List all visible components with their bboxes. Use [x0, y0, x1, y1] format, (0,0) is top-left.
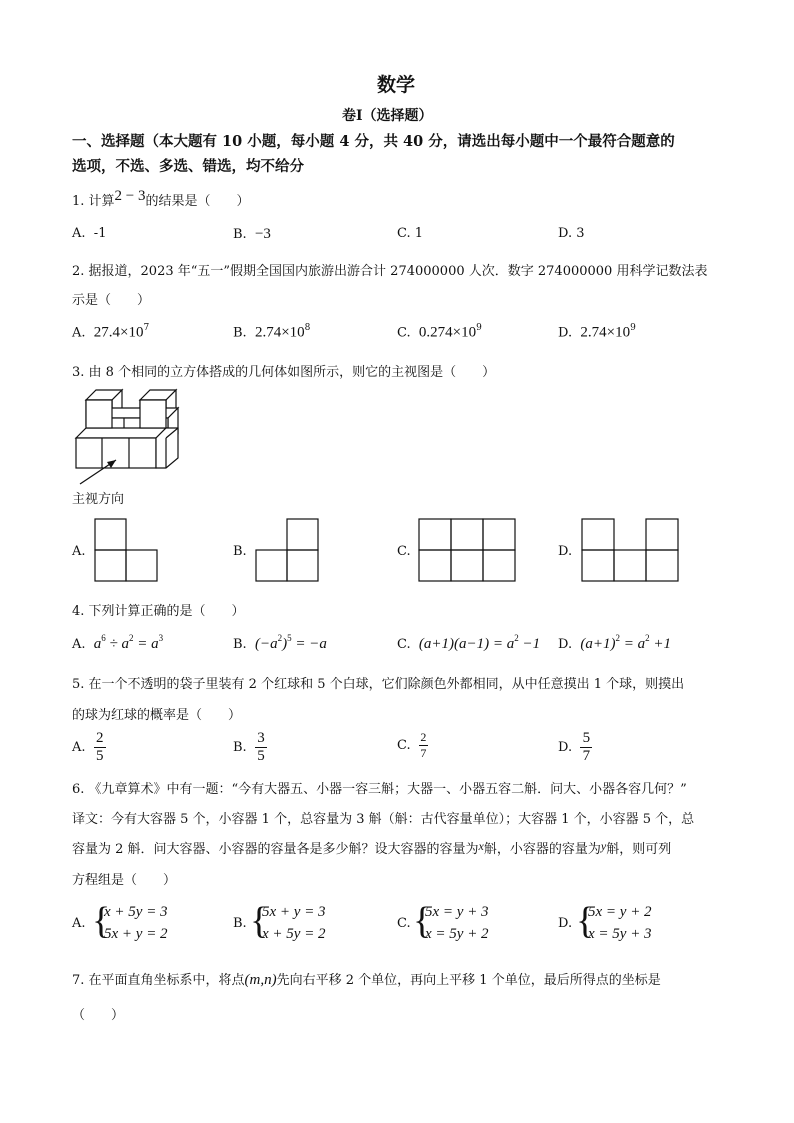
expr-part: −1	[518, 636, 541, 652]
q7-text: 7. 在平面直角坐标系中，将点	[72, 973, 245, 988]
expr-part: = −a	[291, 636, 327, 652]
fraction-numerator: 2	[96, 730, 104, 746]
option-label: C.	[397, 637, 411, 652]
equation: 5x = y + 3	[425, 904, 489, 920]
fraction	[255, 730, 267, 765]
equation: 5x = y + 2	[588, 904, 652, 920]
left-brace-icon: {	[576, 900, 595, 942]
fraction-denominator: 5	[96, 748, 104, 764]
section-heading-line2: 选项，不选、多选、错选，均不给分	[72, 158, 304, 175]
option-value: 27.4×10	[93, 324, 144, 341]
q6-option-a-label: A.	[72, 916, 86, 931]
q5-option-c	[397, 730, 428, 761]
q5-option-b	[233, 730, 267, 765]
q4-option-a	[72, 634, 163, 653]
expr-part: (a+1)(a−1) = a	[418, 636, 515, 652]
equation: x + 5y = 3	[104, 904, 168, 920]
q4-option-d	[558, 634, 671, 653]
expr-exponent: 3	[158, 633, 164, 643]
expr-exponent: 2	[514, 633, 519, 643]
option-value: −3	[254, 226, 271, 242]
question-7-line1	[72, 969, 661, 989]
question-1	[72, 190, 250, 210]
q6-text: 容量为 2 斛．问大容器、小容器的容量各是多少斛？设大容器的容量为	[72, 842, 479, 857]
question-2-line2: 示是（ ）	[72, 293, 151, 308]
q2-option-b	[233, 324, 310, 341]
question-2-line1: 2. 据报道，2023 年“五一”假期全国国内旅游出游合计 274000000 人次．数字 274000000 用科学记数法表	[72, 264, 708, 279]
q1-suffix: 的结果是（ ）	[145, 194, 250, 209]
option-exponent: 9	[476, 323, 482, 333]
q6-option-c-label: C.	[397, 916, 411, 931]
q3-option-a-figure	[95, 519, 159, 583]
option-value: 2.74×10	[254, 324, 305, 341]
q4-option-c	[397, 634, 540, 653]
fraction	[94, 730, 106, 765]
q6-option-d-label: D.	[558, 916, 573, 931]
q6-variable-x: x	[478, 839, 484, 853]
q6-text: 斛，小容器的容量为	[483, 842, 601, 857]
expr-exponent: 2	[277, 633, 283, 643]
expr-part: +1	[649, 636, 671, 652]
q1-expression: 2 − 3	[114, 188, 146, 204]
option-exponent: 8	[304, 323, 311, 333]
expr-part: (−a	[254, 636, 278, 652]
section-heading-line1: 一、选择题（本大题有 10 小题，每小题 4 分，共 40 分，请选出每小题中一个最符合题意的	[72, 133, 675, 150]
q6-option-c-system	[425, 901, 489, 945]
question-6-line2: 译文：今有大容器 5 个，小容器 1 个，总容量为 3 斛（斛：古代容量单位）；大容器 1 个，小容器 5 个，总	[72, 812, 695, 827]
option-value: 3	[576, 226, 585, 241]
left-brace-icon: {	[250, 900, 269, 942]
expr-part: )	[282, 636, 288, 652]
option-label: B.	[233, 740, 247, 755]
q1-option-c	[397, 226, 423, 241]
question-6-line1: 6. 《九章算术》中有一题：“今有大器五、小器一容三斛；大器一、小器五容二斛．问大、小器各容几何？”	[72, 782, 687, 797]
q3-option-d-label: D.	[558, 544, 573, 559]
q1-prefix: 1. 计算	[72, 194, 115, 209]
option-label: B.	[233, 325, 247, 341]
option-label: A.	[72, 325, 86, 341]
question-5-line1: 5. 在一个不透明的袋子里装有 2 个红球和 5 个白球，它们除颜色外都相同，从中任意摸出 1 个球，则摸出	[72, 677, 685, 692]
page-title: 数学	[377, 74, 416, 96]
fraction	[580, 730, 592, 765]
question-5-line2: 的球为红球的概率是（ ）	[72, 708, 242, 723]
option-label: C.	[397, 325, 411, 341]
option-label: A.	[72, 740, 86, 755]
left-brace-icon: {	[92, 900, 111, 942]
q6-option-a-system	[104, 901, 168, 945]
q1-option-a	[72, 226, 106, 241]
fraction-denominator: 7	[582, 748, 591, 764]
q2-option-d	[558, 324, 636, 341]
option-value: 2.74×10	[580, 324, 631, 341]
fraction-denominator: 5	[257, 748, 265, 764]
fraction	[419, 730, 428, 761]
q6-option-b-system	[262, 901, 326, 945]
question-3: 3. 由 8 个相同的立方体搭成的几何体如图所示，则它的主视图是（ ）	[72, 365, 496, 380]
q5-option-d	[558, 730, 592, 765]
expr-part: (a+1)	[580, 636, 616, 652]
option-exponent: 9	[630, 323, 636, 333]
fraction-numerator: 2	[420, 730, 427, 744]
option-label: D.	[558, 226, 573, 241]
fraction-numerator: 5	[582, 730, 591, 746]
left-brace-icon: {	[413, 900, 432, 942]
fraction-denominator: 7	[420, 746, 427, 760]
q6-text: 斛，则可列	[606, 842, 672, 857]
view-direction-label: 主视方向	[72, 492, 125, 507]
q6-option-b-label: B.	[233, 916, 247, 931]
q6-option-d-system	[588, 901, 652, 945]
fraction-numerator: 3	[257, 730, 265, 746]
question-4: 4. 下列计算正确的是（ ）	[72, 604, 245, 619]
option-label: D.	[558, 325, 573, 341]
option-label: D.	[558, 740, 573, 755]
q3-option-c-figure	[419, 519, 517, 583]
equation: x + 5y = 2	[262, 926, 326, 942]
option-value: -1	[93, 226, 107, 241]
q3-option-b-label: B.	[233, 544, 247, 559]
expr-part: = a	[619, 636, 646, 652]
q1-option-d	[558, 226, 585, 241]
equation: 5x + y = 3	[262, 904, 326, 920]
option-label: B.	[233, 227, 247, 242]
option-label: A.	[72, 637, 86, 652]
expr-exponent: 2	[645, 633, 650, 643]
expr-exponent: 2	[129, 633, 134, 643]
q1-option-b	[233, 226, 271, 243]
q4-option-b	[233, 634, 327, 653]
question-6-line3	[72, 838, 671, 857]
question-6-line4: 方程组是（ ）	[72, 873, 177, 888]
option-label: A.	[72, 226, 86, 241]
cube-solid-figure	[72, 388, 192, 488]
option-value: 1	[414, 226, 424, 241]
expr-exponent: 5	[287, 633, 292, 643]
q5-option-a	[72, 730, 106, 765]
expr-part: ÷ a	[105, 636, 130, 652]
q3-option-d-figure	[582, 519, 680, 583]
q6-variable-y: y	[600, 839, 607, 853]
q3-option-b-figure	[256, 519, 320, 583]
equation: x = 5y + 3	[588, 926, 652, 942]
q2-option-c	[397, 324, 482, 341]
q2-option-a	[72, 324, 149, 341]
expr-part: a	[93, 636, 102, 652]
question-7-line2: （ ）	[72, 1008, 125, 1023]
option-label: B.	[233, 637, 247, 652]
option-label: C.	[397, 738, 411, 753]
expr-part: = a	[133, 636, 159, 652]
option-label: D.	[558, 637, 573, 652]
paper-subtitle: 卷Ⅰ（选择题）	[342, 108, 433, 124]
q3-option-a-label: A.	[72, 544, 86, 559]
equation: x = 5y + 2	[425, 926, 489, 942]
expr-exponent: 2	[615, 633, 620, 643]
equation: 5x + y = 2	[104, 926, 168, 942]
option-label: C.	[397, 226, 411, 241]
expr-exponent: 6	[101, 633, 106, 643]
q7-point: (m,n)	[244, 972, 277, 988]
option-exponent: 7	[143, 323, 150, 333]
q3-option-c-label: C.	[397, 544, 411, 559]
q7-text: 先向右平移 2 个单位，再向上平移 1 个单位，最后所得点的坐标是	[276, 973, 661, 988]
option-value: 0.274×10	[418, 324, 477, 341]
